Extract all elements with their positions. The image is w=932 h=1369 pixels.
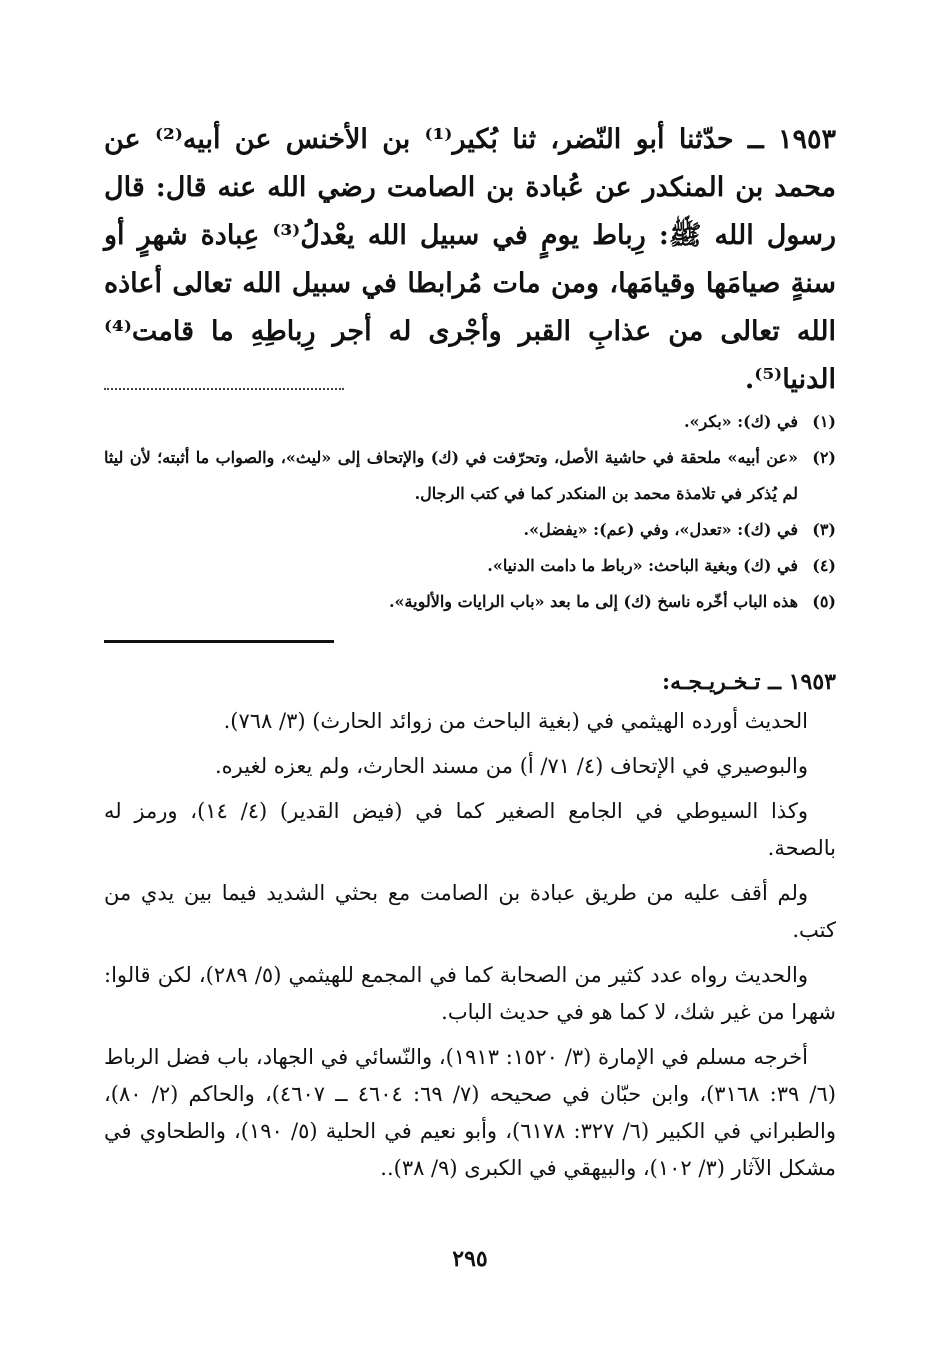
takhrij-paragraph: ولم أقف عليه من طريق عبادة بن الصامت مع بحثي الشديد فيما بين يدي من كتب. [104, 881, 836, 942]
footnote-number: (٤) [812, 556, 836, 575]
page-number: ٢٩٥ [452, 1246, 488, 1272]
footnote-item [104, 440, 836, 512]
takhrij-paragraph: والحديث رواه عدد كثير من الصحابة كما في المجمع للهيثمي (٥/ ٢٨٩)، لكن قالوا: شهرا من غير شك، لا كما هو في حديث الباب. [104, 963, 836, 1024]
takhrij-paragraph: أخرجه مسلم في الإمارة (٣/ ١٥٢٠: ١٩١٣)، والنّسائي في الجهاد، باب فضل الرباط (٦/ ٣٩: ٣١٦٨)، وابن حبّان في صحيحه (٧/ ٦٩: ٤٦٠٤ ــ ٤٦٠٧)، والحاكم (٢/ ٨٠)، والطبراني في الكبير (٦/ ٣٢٧: ٦١٧٨)، وأبو نعيم في الحلية (٥/ ١٩٠)، والطحاوي في مشكل الآثار (٣/ ١٠٢)، والبيهقي في الكبرى (٩/ ٣٨).. [104, 1045, 836, 1180]
footnote-text: في (ك): «تعدل»، وفي (عم): «يفضل». [523, 520, 798, 539]
book-page [104, 0, 836, 1369]
hadith-body: ــ حدّثنا أبو النّضر، ثنا بُكير⁽¹⁾ بن الأخنس عن أبيه⁽²⁾ عن محمد بن المنكدر عن عُبادة بن الصامت رضي الله عنه قال: قال رسول الله ﷺ: رِباط يومٍ في سبيل الله يعْدلُ⁽³⁾ عِبادة شهرٍ أو سنةٍ صيامَها وقيامَها، ومن مات مُرابطا في سبيل الله تعالى أعاذه الله تعالى من عذابِ القبر وأجْرى له أجر رِباطِهِ ما قامت⁽⁴⁾ الدنيا⁽⁵⁾. [104, 124, 836, 395]
footnote-item [104, 404, 836, 440]
footnote-separator [104, 378, 344, 390]
footnote-item [104, 548, 836, 584]
footnote-number: (١) [812, 412, 836, 431]
footnote-number: (٥) [812, 592, 836, 611]
footnote-item [104, 512, 836, 548]
section-divider [104, 640, 334, 643]
takhrij-heading: ١٩٥٣ ــ تـخـريـجـه: [662, 669, 836, 695]
footnote-text: في (ك): «بكر». [683, 412, 798, 431]
footnote-number: (٢) [812, 448, 836, 467]
footnote-number: (٣) [812, 520, 836, 539]
takhrij-paragraph: وكذا السيوطي في الجامع الصغير كما في (فيض القدير) (٤/ ١٤)، ورمز له بالصحة. [104, 799, 836, 860]
takhrij-paragraph: والبوصيري في الإتحاف (٤/ ٧١/ أ) من مسند الحارث، ولم يعزه لغيره. [214, 754, 808, 778]
hadith-number: ١٩٥٣ [778, 124, 837, 155]
footnote-text: في (ك) وبغية الباحث: «رباط ما دامت الدنيا». [487, 556, 798, 575]
footnote-item [104, 584, 836, 620]
takhrij-paragraph: الحديث أورده الهيثمي في (بغية الباحث من زوائد الحارث) (٣/ ٧٦٨). [223, 709, 808, 733]
takhrij-section [104, 664, 836, 1195]
footnotes-list [104, 404, 836, 620]
footnote-text: هذه الباب أخّره ناسخ (ك) إلى ما بعد «باب الرايات والألوية». [388, 592, 798, 611]
hadith-text-block [104, 116, 836, 404]
footnote-text: «عن أبيه» ملحقة في حاشية الأصل، وتحرّفت في (ك) والإتحاف إلى «ليث»، والصواب ما أثبته؛ لأن ليثا لم يُذكر في تلامذة محمد بن المنكدر كما في كتب الرجال. [104, 448, 798, 503]
